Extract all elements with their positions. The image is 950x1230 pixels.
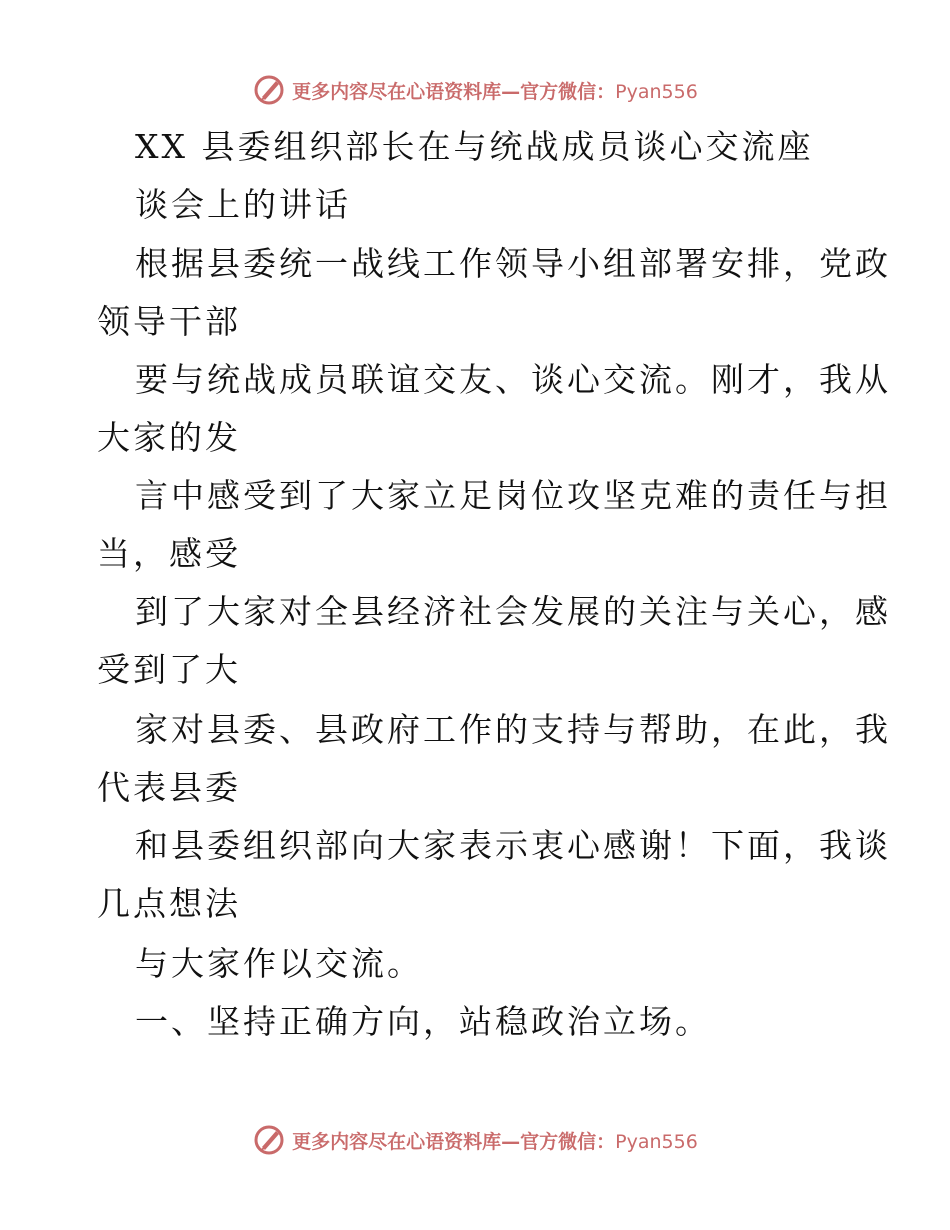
title-line-1: XX 县委组织部长在与统战成员谈心交流座 xyxy=(135,127,814,166)
paragraph-line: 大家的发 xyxy=(97,418,241,457)
paragraph-line: 要与统战成员联谊交友、谈心交流。刚才，我从 xyxy=(135,360,891,399)
paragraph-line: 当，感受 xyxy=(97,534,241,573)
watermark-text-cn: 更多内容尽在心语资料库—官方微信： xyxy=(292,1130,616,1153)
paragraph-line: 代表县委 xyxy=(97,768,241,807)
watermark-text xyxy=(292,77,698,104)
paragraph-line: 家对县委、县政府工作的支持与帮助，在此，我 xyxy=(135,710,891,749)
header-watermark xyxy=(0,70,950,110)
paragraph-line: 与大家作以交流。 xyxy=(135,944,423,983)
paragraph-line: 和县委组织部向大家表示衷心感谢！下面，我谈 xyxy=(135,826,891,865)
paragraph-line: 根据县委统一战线工作领导小组部署安排，党政 xyxy=(135,244,891,283)
quill-logo-icon xyxy=(252,1123,286,1157)
section-heading: 一、坚持正确方向，站稳政治立场。 xyxy=(135,1002,711,1041)
watermark-text-cn: 更多内容尽在心语资料库—官方微信： xyxy=(292,80,616,103)
paragraph-line: 领导干部 xyxy=(97,302,241,341)
paragraph-line: 几点想法 xyxy=(97,884,241,923)
paragraph-line: 受到了大 xyxy=(97,650,241,689)
watermark-wechat-id: Pyan556 xyxy=(615,80,698,103)
quill-logo-icon xyxy=(252,73,286,107)
title-line-2: 谈会上的讲话 xyxy=(135,185,351,224)
paragraph-line: 言中感受到了大家立足岗位攻坚克难的责任与担 xyxy=(135,476,891,515)
watermark-text xyxy=(292,1127,698,1154)
paragraph-line: 到了大家对全县经济社会发展的关注与关心，感 xyxy=(135,592,891,631)
footer-watermark xyxy=(0,1120,950,1160)
watermark-wechat-id: Pyan556 xyxy=(615,1130,698,1153)
